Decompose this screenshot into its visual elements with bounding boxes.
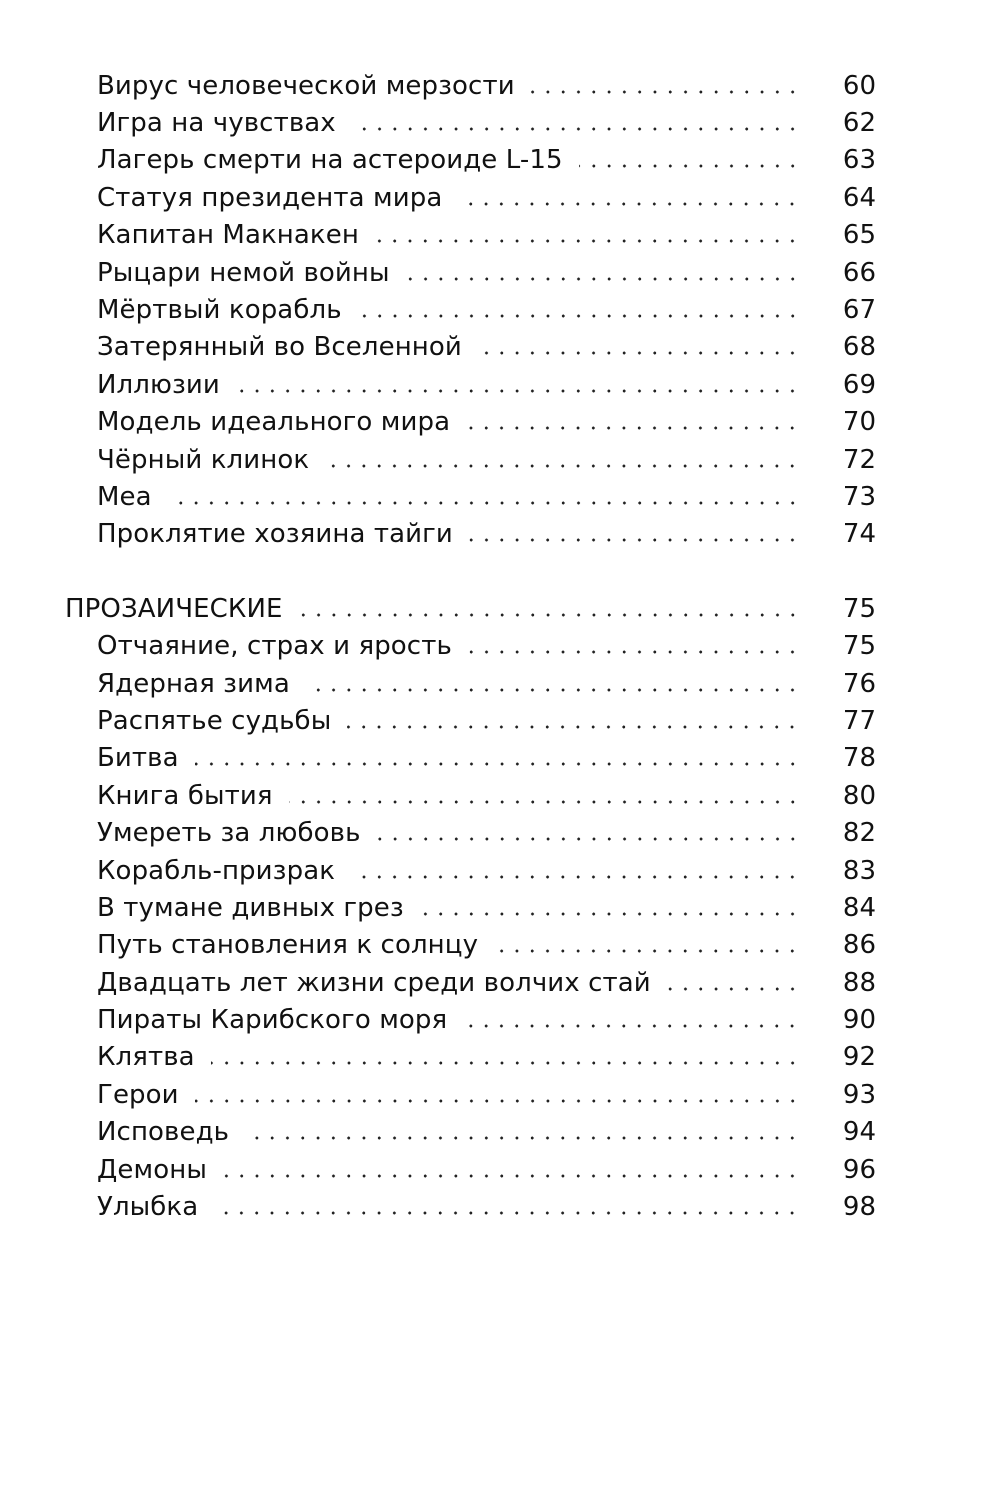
- toc-entry-title: Исповедь: [97, 1117, 230, 1148]
- toc-entry-page: 74: [842, 519, 876, 550]
- toc-entry-page: 88: [842, 967, 876, 998]
- toc-entry-title: Мёртвый корабль: [97, 295, 342, 326]
- toc-entry-title: Умереть за любовь: [97, 818, 361, 849]
- toc-entry-title: Статуя президента мира: [97, 182, 443, 213]
- toc-entry-title: Битва: [97, 743, 179, 774]
- toc-entry-title: Клятва: [97, 1042, 195, 1073]
- toc-entry: [0, 1114, 1000, 1151]
- toc-entry-title: Игра на чувствах: [97, 108, 336, 139]
- dot-leader: [351, 875, 800, 879]
- dot-leader: [358, 314, 800, 318]
- toc-entry-title: Капитан Макнакен: [97, 220, 359, 251]
- toc-entry-title: Двадцать лет жизни среди волчих стай: [97, 967, 651, 998]
- toc-entry-title: Чёрный клинок: [97, 444, 310, 475]
- dot-leader: [195, 762, 800, 766]
- toc-entry-title: Книга бытия: [97, 780, 273, 811]
- toc-entry-title: Демоны: [97, 1154, 207, 1185]
- toc-section-title: ПРОЗАИЧЕСКИЕ: [65, 593, 283, 624]
- dot-leader: [289, 800, 800, 804]
- section-spacer: [0, 553, 1000, 590]
- toc-entry: [0, 665, 1000, 702]
- toc-entry: [0, 627, 1000, 664]
- dot-leader: [466, 426, 800, 430]
- toc-entry-title: Иллюзии: [97, 369, 220, 400]
- toc-entry-page: 72: [842, 444, 876, 475]
- toc-entry-page: 77: [842, 705, 876, 736]
- table-of-contents: [0, 67, 1000, 1226]
- toc-entry: [0, 366, 1000, 403]
- toc-entry-page: 60: [842, 70, 876, 101]
- dot-leader: [214, 1211, 800, 1215]
- toc-entry-title: Лагерь смерти на астероиде L-15: [97, 145, 563, 176]
- toc-entry: [0, 291, 1000, 328]
- toc-entry-title: Герои: [97, 1079, 179, 1110]
- toc-entry: [0, 1076, 1000, 1113]
- dot-leader: [463, 1024, 800, 1028]
- dot-leader: [458, 202, 800, 206]
- toc-entry-page: 78: [842, 743, 876, 774]
- toc-entry-page: 80: [842, 780, 876, 811]
- toc-entry-title: Меа: [97, 481, 152, 512]
- toc-entry-title: Пираты Карибского моря: [97, 1005, 448, 1036]
- toc-entry-title: Путь становления к солнцу: [97, 930, 479, 961]
- toc-entry: [0, 814, 1000, 851]
- toc-entry-page: 69: [842, 369, 876, 400]
- dot-leader: [236, 389, 800, 393]
- toc-entry-page: 63: [842, 145, 876, 176]
- dot-leader: [531, 90, 800, 94]
- dot-leader: [306, 688, 800, 692]
- toc-entry: [0, 179, 1000, 216]
- toc-entry: [0, 964, 1000, 1001]
- toc-entry: [0, 142, 1000, 179]
- toc-entry: [0, 1188, 1000, 1225]
- toc-entry: [0, 1001, 1000, 1038]
- dot-leader: [211, 1061, 800, 1065]
- dot-leader: [494, 949, 800, 953]
- toc-entry-page: 90: [842, 1005, 876, 1036]
- toc-entry: [0, 478, 1000, 515]
- dot-leader: [352, 127, 800, 131]
- toc-entry: [0, 404, 1000, 441]
- toc-entry-page: 92: [842, 1042, 876, 1073]
- toc-entry: [0, 740, 1000, 777]
- toc-entry-page: 98: [842, 1192, 876, 1223]
- dot-leader: [245, 1136, 800, 1140]
- toc-entry-title: Распятье судьбы: [97, 705, 332, 736]
- toc-entry-page: 75: [842, 631, 876, 662]
- toc-entry-title: Модель идеального мира: [97, 407, 451, 438]
- dot-leader: [469, 538, 800, 542]
- toc-entry-page: 82: [842, 818, 876, 849]
- toc-section-heading: [0, 590, 1000, 627]
- dot-leader: [420, 912, 800, 916]
- toc-entry: [0, 441, 1000, 478]
- toc-entry-page: 83: [842, 855, 876, 886]
- toc-entry-page: 94: [842, 1117, 876, 1148]
- toc-entry: [0, 1039, 1000, 1076]
- toc-entry-title: Корабль-призрак: [97, 855, 336, 886]
- toc-entry-title: Рыцари немой войны: [97, 257, 390, 288]
- toc-entry: [0, 889, 1000, 926]
- dot-leader: [347, 725, 800, 729]
- toc-entry: [0, 67, 1000, 104]
- toc-entry: [0, 254, 1000, 291]
- toc-entry-title: Проклятие хозяина тайги: [97, 519, 453, 550]
- dot-leader: [325, 464, 800, 468]
- toc-section-page: 75: [842, 593, 876, 624]
- dot-leader: [168, 501, 800, 505]
- toc-entry-page: 64: [842, 182, 876, 213]
- dot-leader: [406, 277, 800, 281]
- dot-leader: [299, 613, 800, 617]
- toc-entry-title: Вирус человеческой мерзости: [97, 70, 515, 101]
- toc-entry-page: 67: [842, 295, 876, 326]
- toc-entry: [0, 217, 1000, 254]
- toc-entry-page: 76: [842, 668, 876, 699]
- dot-leader: [377, 837, 800, 841]
- toc-entry: [0, 516, 1000, 553]
- toc-entry: [0, 927, 1000, 964]
- dot-leader: [223, 1174, 800, 1178]
- toc-entry-title: Улыбка: [97, 1192, 199, 1223]
- toc-entry-title: Затерянный во Вселенной: [97, 332, 462, 363]
- toc-entry: [0, 777, 1000, 814]
- toc-entry-page: 62: [842, 108, 876, 139]
- toc-entry-title: Отчаяние, страх и ярость: [97, 631, 452, 662]
- toc-entry-page: 93: [842, 1079, 876, 1110]
- toc-entry-page: 65: [842, 220, 876, 251]
- toc-entry-page: 73: [842, 481, 876, 512]
- toc-entry-page: 66: [842, 257, 876, 288]
- toc-entry-page: 70: [842, 407, 876, 438]
- dot-leader: [579, 164, 800, 168]
- toc-entry-page: 86: [842, 930, 876, 961]
- toc-entry: [0, 104, 1000, 141]
- toc-entry: [0, 702, 1000, 739]
- dot-leader: [667, 987, 800, 991]
- toc-entry-page: 68: [842, 332, 876, 363]
- toc-entry-title: Ядерная зима: [97, 668, 290, 699]
- dot-leader: [468, 650, 800, 654]
- toc-entry-page: 84: [842, 892, 876, 923]
- toc-entry: [0, 329, 1000, 366]
- dot-leader: [375, 239, 800, 243]
- dot-leader: [478, 351, 800, 355]
- toc-entry: [0, 1151, 1000, 1188]
- toc-entry-title: В тумане дивных грез: [97, 892, 404, 923]
- toc-entry: [0, 852, 1000, 889]
- dot-leader: [195, 1099, 800, 1103]
- toc-entry-page: 96: [842, 1154, 876, 1185]
